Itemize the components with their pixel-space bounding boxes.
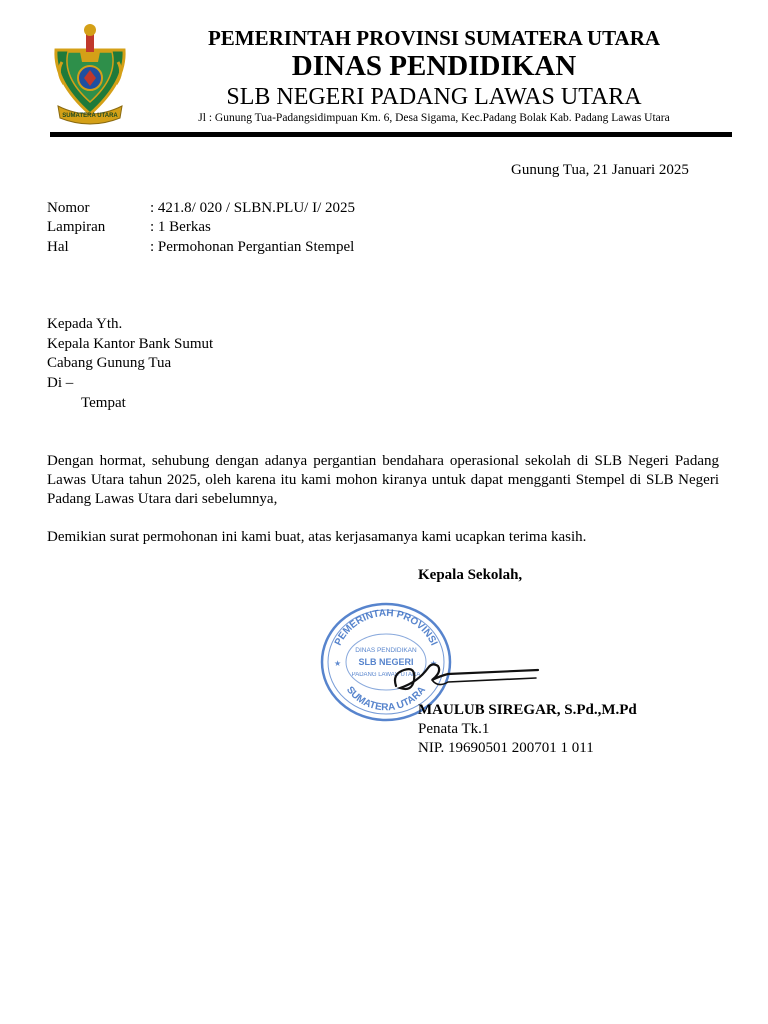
letter-closing: Demikian surat permohonan ini kami buat, atas kerjasamanya kami ucapkan terima kasih. xyxy=(47,529,587,545)
meta-value-nomor: : 421.8/ 020 / SLBN.PLU/ I/ 2025 xyxy=(150,200,356,216)
meta-label-nomor: Nomor xyxy=(47,200,90,216)
stamp-inner-line3: PADANG LAWAS UTARA xyxy=(351,672,421,678)
meta-value-lampiran: : 1 Berkas xyxy=(150,219,211,235)
letterhead-department: DINAS PENDIDIKAN xyxy=(291,50,577,82)
svg-text:★: ★ xyxy=(430,659,438,668)
letterhead-divider xyxy=(50,132,732,137)
signatory-nip: NIP. 19690501 200701 1 011 xyxy=(418,740,594,756)
letterhead-government: PEMERINTAH PROVINSI SUMATERA UTARA xyxy=(207,26,661,50)
stamp-outer-bottom: SUMATERA UTARA xyxy=(344,684,428,714)
recipient-place: Tempat xyxy=(81,395,126,411)
signatory-name: MAULUB SIREGAR, S.Pd.,M.Pd xyxy=(418,702,637,718)
emblem-banner-text: SUMATERA UTARA xyxy=(62,113,118,119)
meta-label-hal: Hal xyxy=(47,239,69,255)
recipient-greeting: Kepada Yth. xyxy=(47,316,123,332)
signatory-rank: Penata Tk.1 xyxy=(418,721,490,737)
stamp-inner-line2: SLB NEGERI xyxy=(358,657,414,667)
recipient-di: Di – xyxy=(47,375,74,391)
recipient-name: Kepala Kantor Bank Sumut xyxy=(47,336,214,352)
letter-body-paragraph: Dengan hormat, sehubung dengan adanya pergantian bendahara operasional sekolah di SLB Negeri Padang Lawas Utara tahun 2025, oleh karena itu kami mohon kiranya untuk dapat mengganti Stempel di SLB Negeri Padang Lawas Utara dari sebelumnya, xyxy=(47,453,719,507)
stamp-outer-top: PEMERINTAH PROVINSI xyxy=(332,607,440,648)
letter-date: Gunung Tua, 21 Januari 2025 xyxy=(511,162,689,178)
handwritten-signature xyxy=(388,652,543,700)
svg-text:★: ★ xyxy=(334,659,342,668)
letterhead-address: Jl : Gunung Tua-Padangsidimpuan Km. 6, Desa Sigama, Kec.Padang Bolak Kab. Padang Lawas Utara xyxy=(198,112,670,124)
meta-label-lampiran: Lampiran xyxy=(47,219,106,235)
stamp-inner-line1: DINAS PENDIDIKAN xyxy=(355,647,417,654)
meta-value-hal: : Permohonan Pergantian Stempel xyxy=(150,239,355,255)
recipient-branch: Cabang Gunung Tua xyxy=(47,355,172,371)
letterhead-school: SLB NEGERI PADANG LAWAS UTARA xyxy=(226,84,642,110)
signatory-title: Kepala Sekolah, xyxy=(418,567,523,583)
